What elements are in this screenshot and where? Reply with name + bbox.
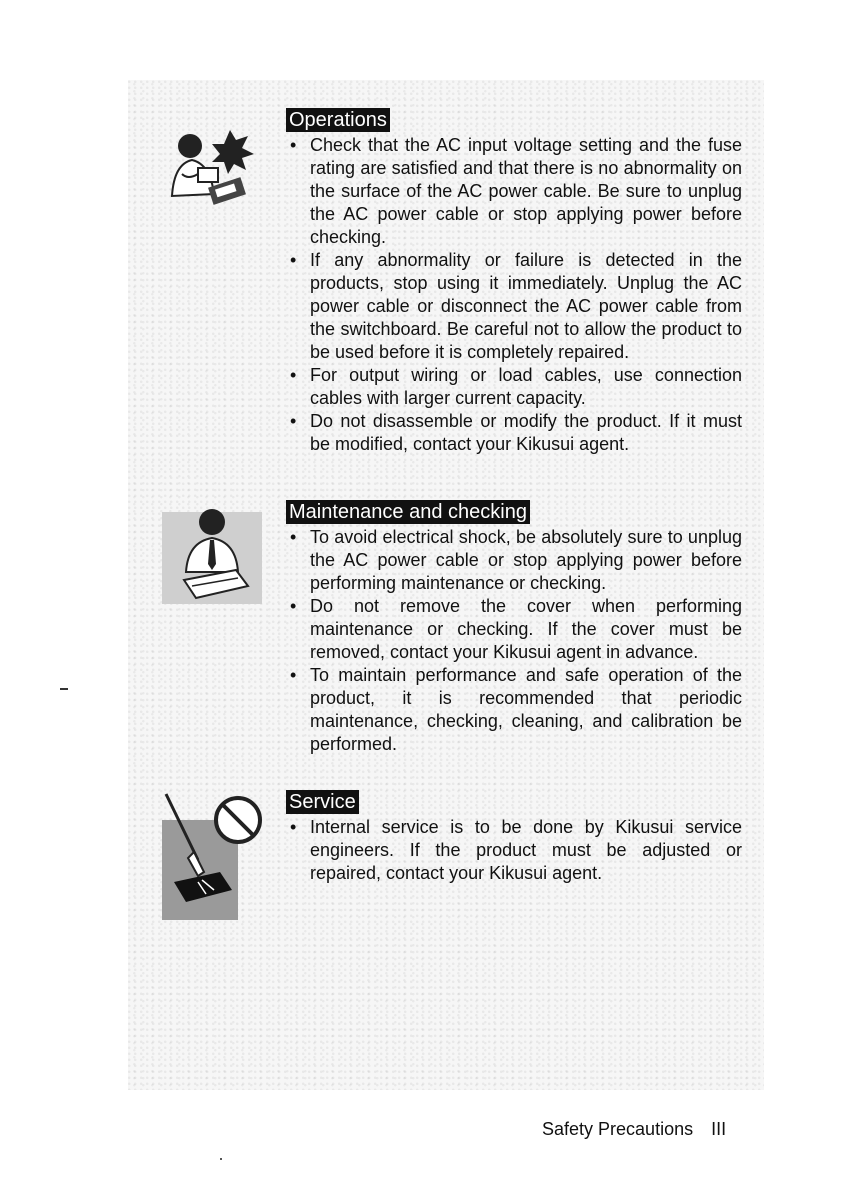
list-item: • Do not remove the cover when performing maintenance or checking. If the cover must be removed, contact your Kikusui agent in advance. xyxy=(286,595,742,664)
list-item: • If any abnormality or failure is detected in the products, stop using it immediately. Unplug the AC power cable or disconnect the AC power cable from the switchboard. Be careful not to allow the product to be used before it is completely repaired. xyxy=(286,249,742,364)
no-screwdriver-icon xyxy=(158,790,266,898)
person-checking-icon xyxy=(158,116,266,224)
service-heading: Service xyxy=(286,790,359,814)
page-number: III xyxy=(711,1119,727,1139)
footer-title: Safety Precautions xyxy=(542,1119,694,1139)
list-item: • Internal service is to be done by Kikusui service engineers. If the product must be adjusted or repaired, contact your Kikusui agent. xyxy=(286,816,742,885)
service-content xyxy=(286,790,742,885)
operations-list xyxy=(286,134,742,456)
stray-mark xyxy=(60,688,68,690)
service-list xyxy=(286,816,742,885)
list-item: • To avoid electrical shock, be absolutely sure to unplug the AC power cable or stop applying power before performing maintenance or checking. xyxy=(286,526,742,595)
technician-icon xyxy=(158,500,266,608)
content-panel xyxy=(128,80,764,1090)
operations-heading: Operations xyxy=(286,108,390,132)
maintenance-content xyxy=(286,500,742,756)
maintenance-heading: Maintenance and checking xyxy=(286,500,530,524)
operations-content xyxy=(286,108,742,456)
list-item: • For output wiring or load cables, use connection cables with larger current capacity. xyxy=(286,364,742,410)
maintenance-list xyxy=(286,526,742,756)
list-item: • Check that the AC input voltage setting and the fuse rating are satisfied and that there is no abnormality on the surface of the AC power cable. Be sure to unplug the AC power cable or stop applying power before checking. xyxy=(286,134,742,249)
list-item: • To maintain performance and safe operation of the product, it is recommended that periodic maintenance, checking, cleaning, and calibration be performed. xyxy=(286,664,742,756)
list-item: • Do not disassemble or modify the product. If it must be modified, contact your Kikusui agent. xyxy=(286,410,742,456)
stray-mark xyxy=(220,1158,222,1160)
page-footer xyxy=(542,1119,726,1140)
